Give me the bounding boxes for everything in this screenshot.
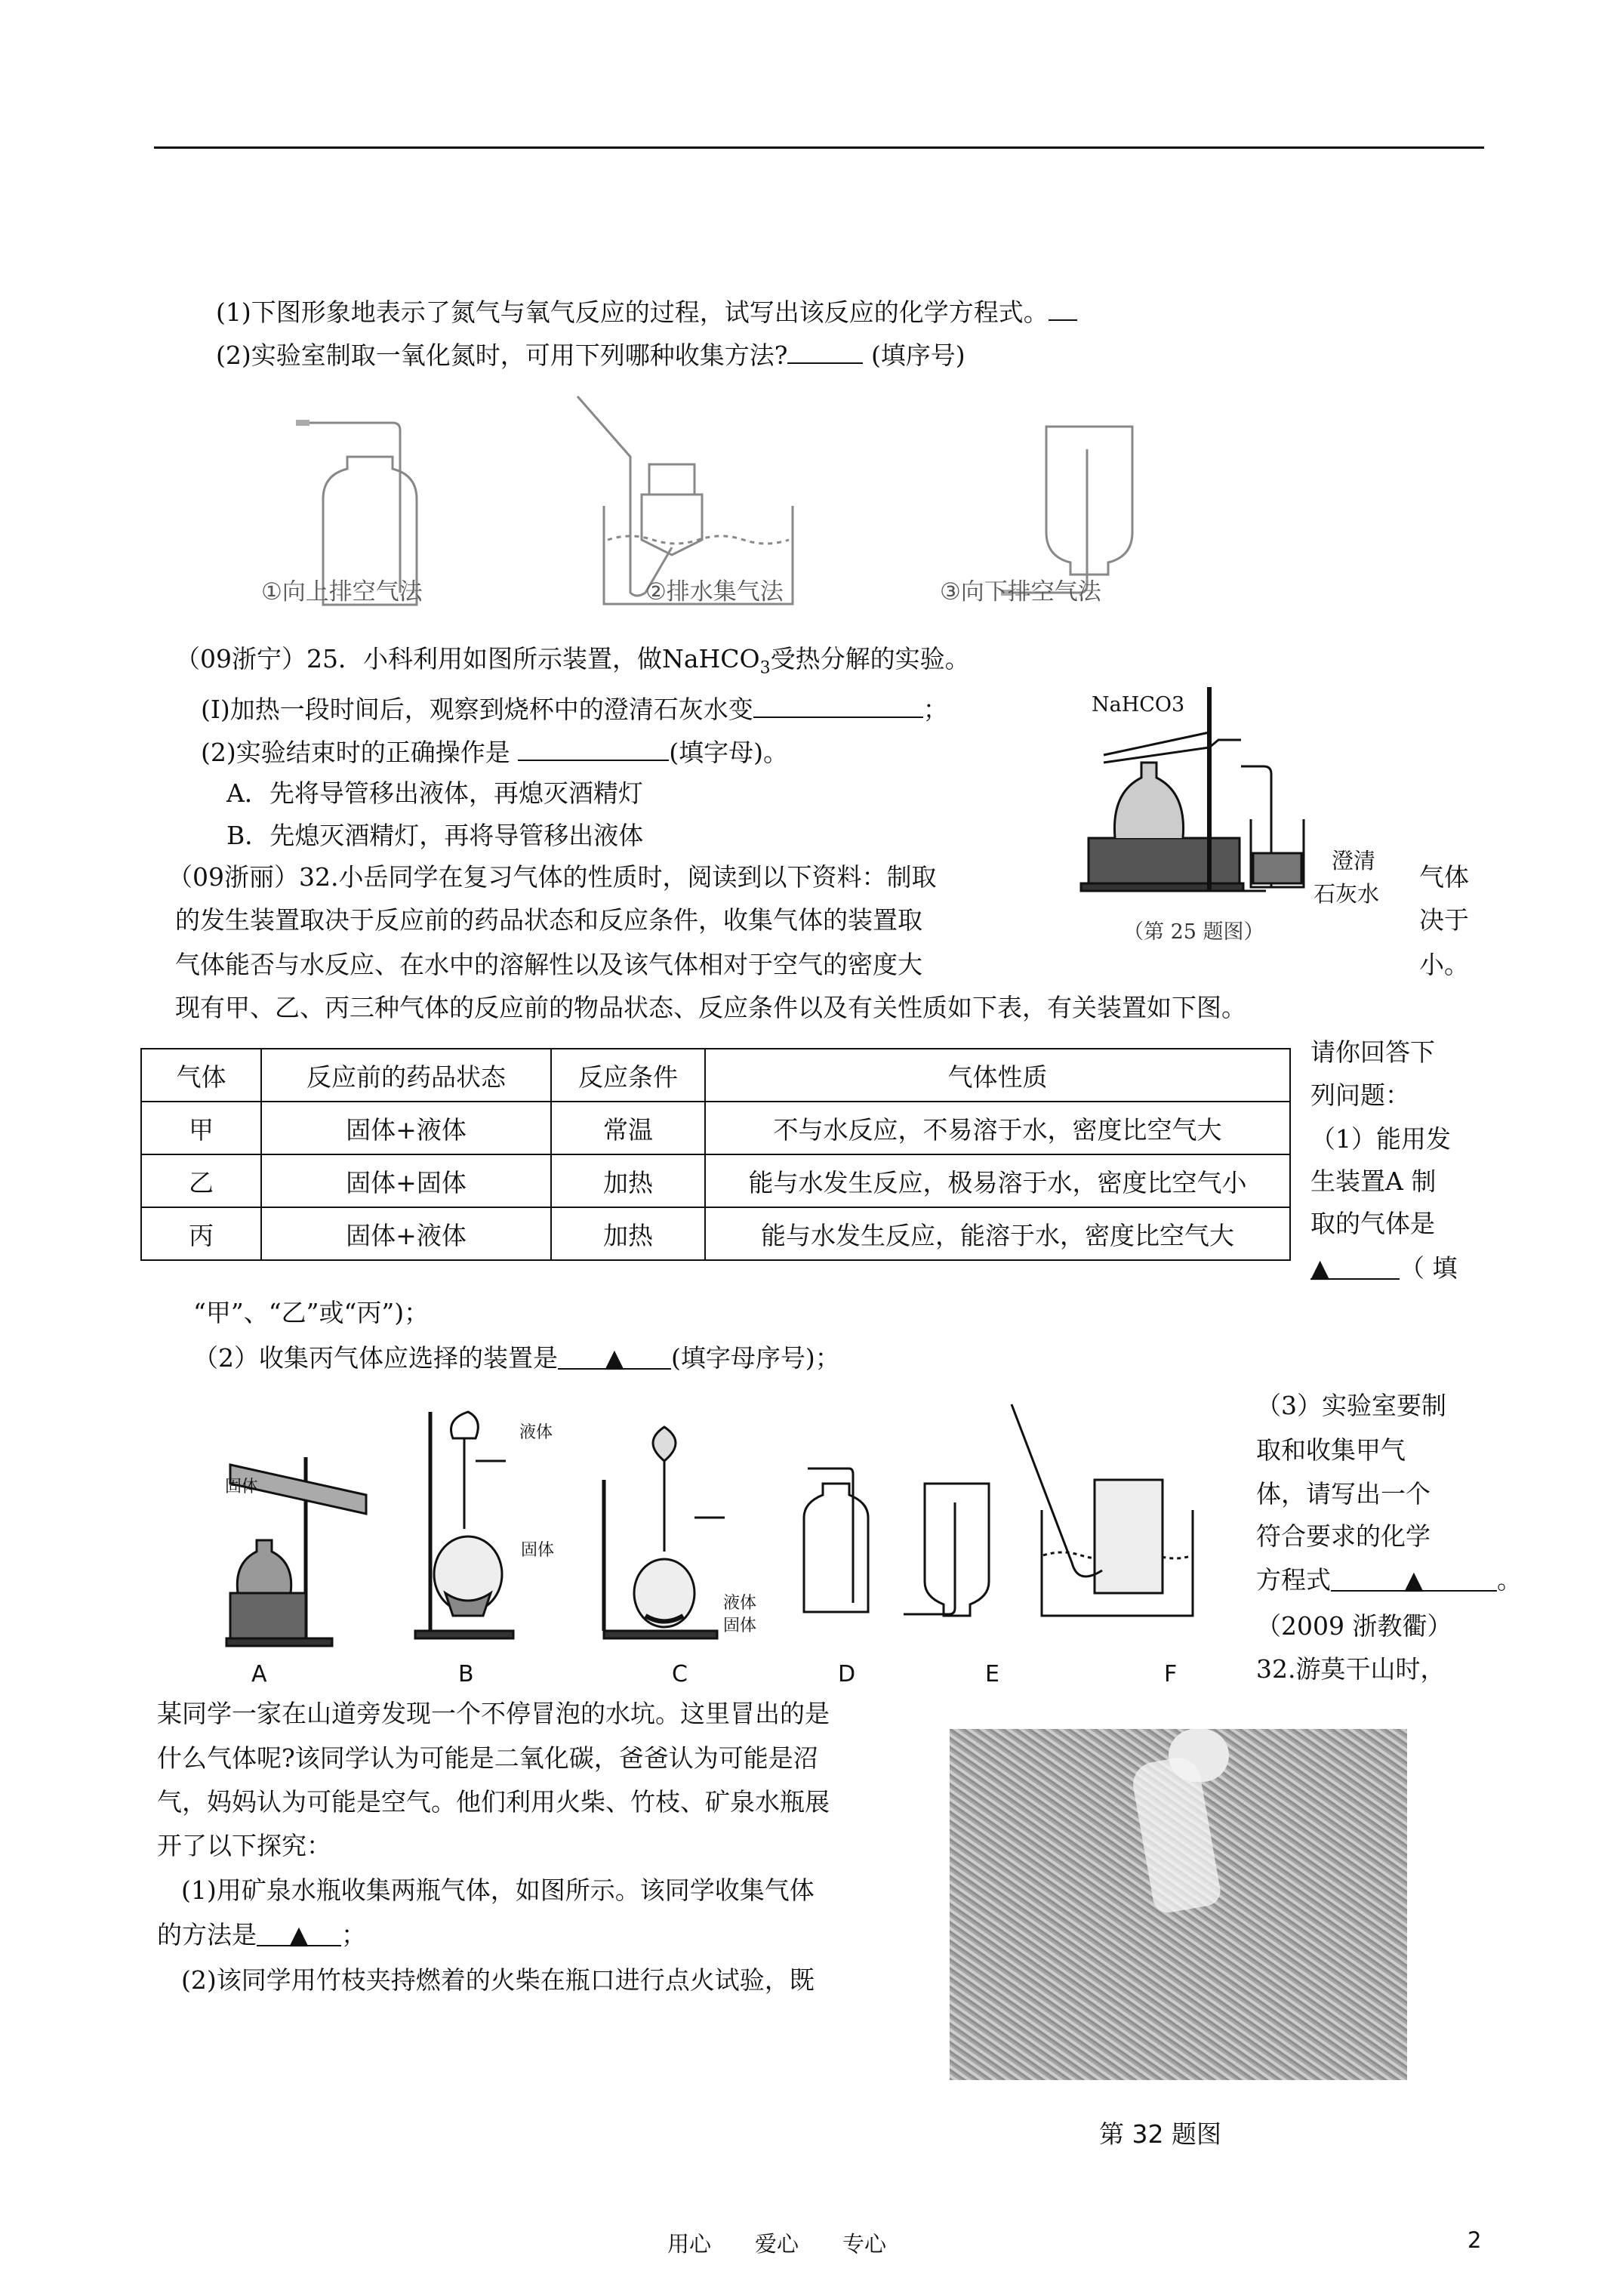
q32a-line1: （09浙丽）32.小岳同学在复习气体的性质时，阅读到以下资料：制取 [168, 862, 937, 892]
table-cell: 固体+液体 [261, 1207, 551, 1260]
caption-water: ②排水集气法 [645, 578, 784, 606]
table-header: 反应前的药品状态 [261, 1049, 551, 1102]
table-cell: 不与水反应，不易溶于水，密度比空气大 [705, 1102, 1290, 1154]
q32a-line2: 的发生装置取决于反应前的药品状态和反应条件，收集气体的装置取 [175, 905, 922, 935]
apparatus-e-icon [904, 1484, 989, 1616]
table-cell: 甲 [141, 1102, 261, 1154]
table-cell: 固体+液体 [261, 1102, 551, 1154]
table-row [141, 1102, 1290, 1154]
caption-upward: ①向上排空气法 [261, 578, 423, 606]
label-limewater-1: 澄清 [1332, 848, 1376, 874]
q32a-line3-right: 小。 [1419, 950, 1469, 979]
table-cell: 能与水发生反应，能溶于水，密度比空气大 [705, 1207, 1290, 1260]
table-cell: 能与水发生反应，极易溶于水，密度比空气小 [705, 1154, 1290, 1207]
table-row [141, 1154, 1290, 1207]
table-header: 气体 [141, 1049, 261, 1102]
side-line: （1）能用发 [1310, 1124, 1451, 1154]
q32a-line3: 气体能否与水反应、在水中的溶解性以及该气体相对于空气的密度大 [175, 950, 922, 979]
q32b-line1: 某同学一家在山道旁发现一个不停冒泡的水坑。这里冒出的是 [157, 1699, 830, 1728]
table-cell: 常温 [551, 1102, 705, 1154]
table-header-row [141, 1049, 1290, 1102]
label-liquid-c: 液体 [723, 1594, 757, 1613]
apparatus-c-icon [604, 1427, 725, 1638]
apparatus-label-e: E [985, 1661, 999, 1687]
apparatus-label-b: B [458, 1661, 474, 1687]
gas-properties-table [140, 1048, 1291, 1261]
q25-option-a: A．先将导管移出液体，再熄灭酒精灯 [226, 778, 643, 808]
q32b-line4: 开了以下探究： [157, 1831, 331, 1860]
header-rule [154, 146, 1484, 149]
q32b-line2: 什么气体呢?该同学认为可能是二氧化碳，爸爸认为可能是沼 [157, 1743, 818, 1773]
label-solid-a: 固体 [225, 1478, 259, 1496]
intro-line-1: (1)下图形象地表示了氮气与氧气反应的过程，试写出该反应的化学方程式。 [216, 297, 1077, 325]
caption-downward: ③向下排空气法 [940, 578, 1101, 606]
apparatus-d-icon [804, 1469, 868, 1612]
label-nahco3: NaHCO3 [1092, 693, 1185, 717]
side-line: 请你回答下 [1310, 1037, 1435, 1067]
q32a-cont1: “甲”、“乙”或“丙”)； [193, 1298, 430, 1327]
q32a-line2-right: 决于 [1419, 905, 1469, 935]
side3-line: 取和收集甲气 [1256, 1435, 1406, 1465]
q25-option-b: B．先熄灭酒精灯，再将导管移出液体 [226, 821, 644, 850]
intro-line-2: (2)实验室制取一氧化氮时，可用下列哪种收集方法? (填序号) [216, 341, 965, 370]
q32a-line1-right: 气体 [1419, 862, 1469, 892]
q32b-line5: (1)用矿泉水瓶收集两瓶气体，如图所示。该同学收集气体 [181, 1875, 815, 1905]
grass-bottle-photo [950, 1729, 1407, 2080]
apparatus-b-icon [415, 1412, 513, 1638]
apparatus-label-c: C [672, 1661, 688, 1687]
q25-part1: (Ⅰ)加热一段时间后，观察到烧杯中的澄清石灰水变 ； [201, 695, 948, 724]
table-cell: 丙 [141, 1207, 261, 1260]
apparatus-f-icon [1012, 1404, 1193, 1616]
bottle-downward-icon [1046, 427, 1132, 575]
side-line-blank: ▲ （ 填 [1310, 1253, 1458, 1283]
label-solid-c: 固体 [723, 1616, 757, 1635]
side-line: 列问题： [1310, 1080, 1410, 1110]
q32b-side2: 32.游莫干山时， [1256, 1654, 1446, 1684]
table-cell: 乙 [141, 1154, 261, 1207]
q32b-line3: 气，妈妈认为可能是空气。他们利用火柴、竹枝、矿泉水瓶展 [157, 1787, 830, 1817]
side-line: 取的气体是 [1310, 1209, 1435, 1238]
table-header: 气体性质 [705, 1049, 1290, 1102]
side3-line: 符合要求的化学 [1256, 1521, 1431, 1551]
q25-apparatus-figure [1081, 680, 1406, 951]
q32b-side1: （2009 浙教衢） [1256, 1611, 1452, 1641]
table-cell: 加热 [551, 1207, 705, 1260]
table-cell: 加热 [551, 1154, 705, 1207]
q32b-line6: 的方法是 ▲ ； [157, 1920, 366, 1949]
q32a-line4: 现有甲、乙、丙三种气体的反应前的物品状态、反应条件以及有关性质如下表，有关装置如下图。 [175, 993, 1246, 1022]
q25-header: （09浙宁）25．小科利用如图所示装置，做NaHCO$_3$受热分解的实验。 [175, 644, 970, 678]
apparatus-label-d: D [838, 1661, 856, 1687]
side3-line: （3）实验室要制 [1256, 1391, 1446, 1420]
footer-motto: 用心 爱心 专心 [667, 2231, 887, 2257]
side-line: 生装置A 制 [1310, 1166, 1437, 1196]
label-limewater-2: 石灰水 [1313, 881, 1380, 907]
side3-line-blank: 方程式 ▲ 。 [1256, 1565, 1522, 1595]
q32a-q2: （2）收集丙气体应选择的装置是 ▲ (填字母序号)； [193, 1343, 840, 1373]
table-cell: 固体+固体 [261, 1154, 551, 1207]
q25-fig-caption: （第 25 题图） [1123, 920, 1264, 944]
label-solid-b: 固体 [521, 1541, 555, 1560]
apparatus-label-f: F [1164, 1661, 1178, 1687]
q32b-line7: (2)该同学用竹枝夹持燃着的火柴在瓶口进行点火试验，既 [181, 1965, 815, 1995]
page-number: 2 [1467, 2227, 1482, 2253]
table-row [141, 1207, 1290, 1260]
q32-photo-caption: 第 32 题图 [1099, 2119, 1221, 2149]
q25-part2: (2)实验结束时的正确操作是 (填字母)。 [201, 738, 788, 767]
apparatus-label-a: A [251, 1661, 267, 1687]
label-liquid-b: 液体 [519, 1423, 553, 1442]
table-header: 反应条件 [551, 1049, 705, 1102]
side3-line: 体，请写出一个 [1256, 1479, 1431, 1509]
